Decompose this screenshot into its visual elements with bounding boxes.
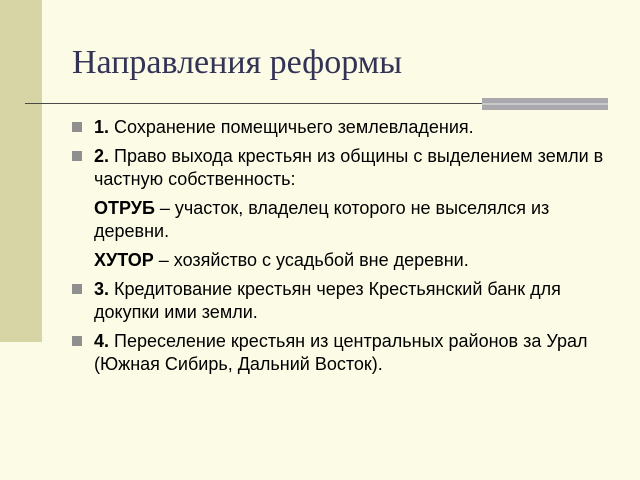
item-text: Кредитование крестьян через Крестьянский банк для докупки ими земли. [94, 279, 561, 322]
item-number: 1. [94, 117, 110, 137]
sub-item-text: – хозяйство с усадьбой вне деревни. [153, 250, 469, 270]
slide-title: Направления реформы [72, 44, 403, 81]
sub-item-khutor [72, 249, 612, 272]
list-item-1 [72, 116, 612, 139]
square-bullet-icon [72, 284, 82, 294]
sub-item-otrub [72, 197, 612, 243]
title-divider-block [482, 98, 608, 110]
slide-body [72, 116, 612, 382]
item-text: Сохранение помещичьего землевладения. [109, 117, 474, 137]
square-bullet-icon [72, 122, 82, 132]
sub-item-term: ХУТОР [94, 250, 154, 270]
item-text: Переселение крестьян из центральных районов за Урал (Южная Сибирь, Дальний Восток). [94, 331, 588, 374]
square-bullet-icon [72, 336, 82, 346]
item-text: Право выхода крестьян из общины с выделением земли в частную собственность: [94, 146, 604, 189]
sub-item-text: – участок, владелец которого не выселялся из деревни. [94, 198, 550, 241]
item-number: 4. [94, 331, 110, 351]
list-item-4 [72, 330, 612, 376]
item-number: 3. [94, 279, 110, 299]
item-number: 2. [94, 146, 110, 166]
list-item-3 [72, 278, 612, 324]
square-bullet-icon [72, 151, 82, 161]
sub-item-term: ОТРУБ [94, 198, 155, 218]
list-item-2 [72, 145, 612, 191]
left-accent-bar [0, 0, 42, 342]
